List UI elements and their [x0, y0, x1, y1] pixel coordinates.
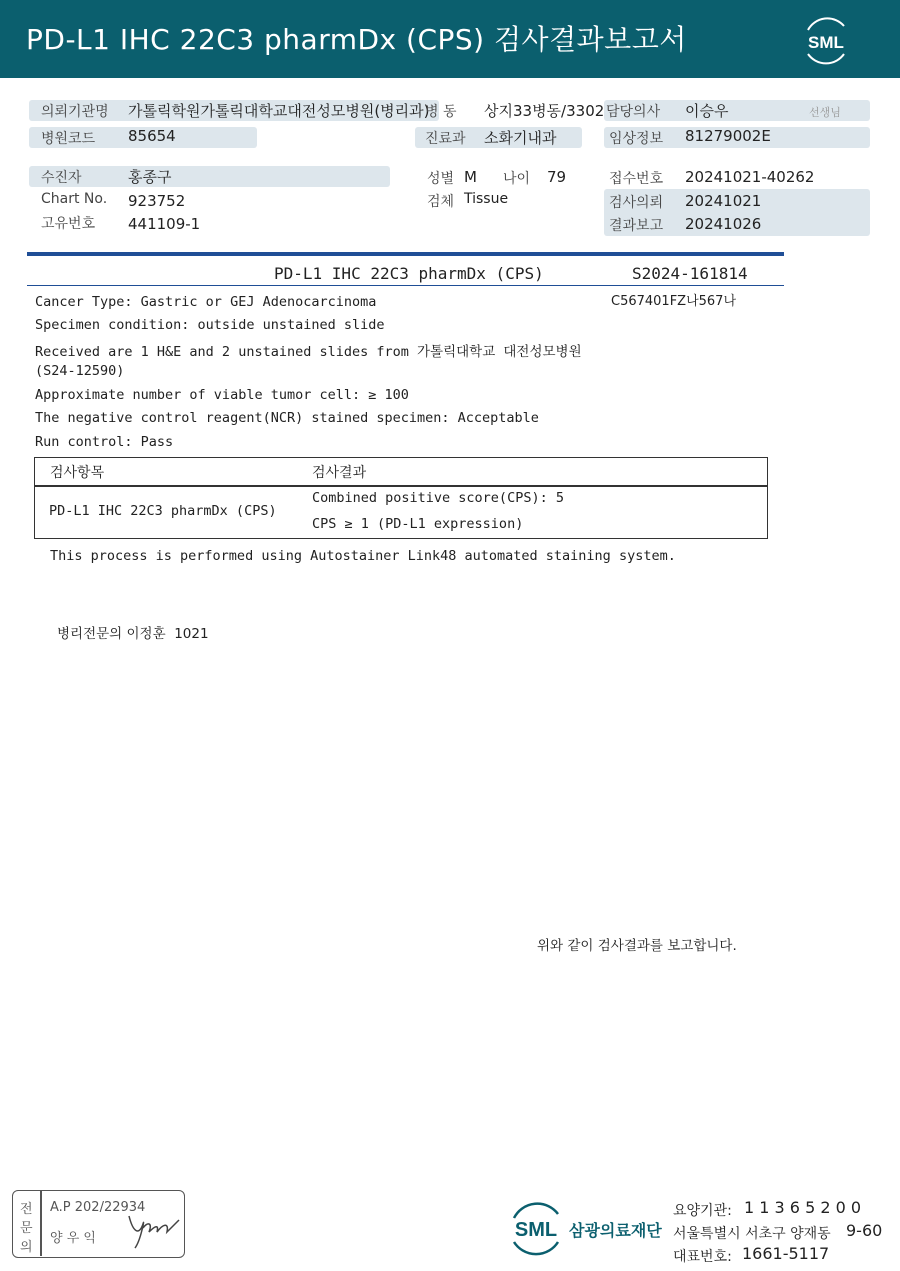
org-name: 삼광의료재단 — [569, 1221, 662, 1240]
table-header-result: 검사결과 — [312, 465, 367, 481]
address-prefix: 서울특별시 서초구 양재동 — [673, 1226, 831, 1242]
sex-value: M — [464, 168, 477, 186]
doctor-label: 담당의사 — [606, 104, 661, 120]
age-value: 79 — [547, 168, 567, 186]
info-row-bar — [29, 166, 390, 187]
chart-value: 923752 — [128, 192, 186, 210]
patient-label: 수진자 — [41, 170, 82, 186]
stamp-side-char: 의 — [20, 1240, 33, 1255]
care-code-value: 1 1 3 6 5 2 0 0 — [744, 1198, 862, 1217]
table-result-score: Combined positive score(CPS): 5 — [312, 490, 564, 506]
stamp-divider — [40, 1191, 42, 1256]
logo-text: SML — [808, 33, 844, 52]
report-number: S2024-161814 — [632, 264, 748, 283]
org-logo-text: SML — [514, 1219, 558, 1241]
patient-value: 홍종구 — [128, 168, 172, 186]
pathologist-signature-line: 병리전문의 이정훈 1021 — [57, 626, 209, 642]
report-line: Approximate number of viable tumor cell: ≥ 100 — [35, 387, 409, 403]
receipt-label: 접수번호 — [609, 171, 664, 187]
specimen-label: 검체 — [427, 194, 455, 210]
table-item: PD-L1 IHC 22C3 pharmDx (CPS) — [49, 503, 277, 519]
doctor-suffix: 선생님 — [809, 106, 841, 119]
report-title: PD-L1 IHC 22C3 pharmDx (CPS) — [274, 264, 544, 283]
unique-label: 고유번호 — [41, 216, 96, 232]
table-result-expression: CPS ≥ 1 (PD-L1 expression) — [312, 516, 524, 532]
dept-value: 소화기내과 — [484, 129, 557, 147]
sml-logo-icon — [800, 14, 852, 66]
stamp-name: 양 우 익 — [50, 1231, 96, 1246]
page-title: PD-L1 IHC 22C3 pharmDx (CPS) 검사결과보고서 — [26, 23, 687, 56]
ward-label: 병 동 — [425, 104, 457, 120]
report-date-value: 20241026 — [685, 215, 762, 233]
address-number: 9-60 — [846, 1221, 883, 1240]
report-line: (S24-12590) — [35, 363, 125, 379]
report-rule-top — [27, 252, 784, 256]
ward-value: 상지33병동/3302 — [484, 102, 605, 120]
closing-statement: 위와 같이 검사결과를 보고합니다. — [537, 938, 737, 954]
chart-label: Chart No. — [41, 191, 108, 207]
handwritten-signature-icon — [125, 1206, 183, 1252]
report-date-label: 결과보고 — [609, 218, 664, 234]
request-label: 검사의뢰 — [609, 195, 664, 211]
report-line: Specimen condition: outside unstained slide — [35, 317, 385, 333]
report-rule-bottom — [27, 285, 784, 286]
clinical-value: 81279002E — [685, 127, 771, 145]
stamp-side-char: 전 — [20, 1202, 33, 1217]
sml-org-logo-icon — [508, 1200, 564, 1258]
dept-label: 진료과 — [425, 131, 466, 147]
care-code-label: 요양기관: — [673, 1203, 732, 1219]
report-line: Received are 1 H&E and 2 unstained slides from 가톨릭대학교 대전성모병원 — [35, 344, 582, 360]
report-line: Run control: Pass — [35, 434, 174, 450]
specimen-value: Tissue — [464, 191, 509, 207]
receipt-value: 20241021-40262 — [685, 168, 815, 186]
stamp-license: A.P 202/22934 — [50, 1200, 146, 1215]
age-label: 나이 — [503, 171, 531, 187]
phone-value: 1661-5117 — [742, 1244, 830, 1263]
hospital-code-label: 병원코드 — [41, 131, 96, 147]
report-line: Cancer Type: Gastric or GEJ Adenocarcinoma — [35, 294, 377, 310]
unique-value: 441109-1 — [128, 215, 201, 233]
hospital-code-value: 85654 — [128, 127, 176, 145]
report-line: The negative control reagent(NCR) stained specimen: Acceptable — [35, 410, 539, 426]
stamp-side-char: 문 — [20, 1221, 33, 1236]
phone-label: 대표번호: — [673, 1249, 732, 1265]
process-note: This process is performed using Autostainer Link48 automated staining system. — [50, 548, 676, 564]
clinical-label: 임상정보 — [609, 131, 664, 147]
request-value: 20241021 — [685, 192, 762, 210]
result-table-divider — [34, 485, 768, 487]
report-code: C567401FZ나567나 — [611, 294, 737, 309]
table-header-item: 검사항목 — [50, 465, 105, 481]
institution-value: 가톨릭학원가톨릭대학교대전성모병원(병리과) — [128, 102, 430, 120]
doctor-value: 이승우 — [685, 102, 729, 120]
institution-label: 의뢰기관명 — [41, 104, 109, 120]
sex-label: 성별 — [427, 171, 455, 187]
